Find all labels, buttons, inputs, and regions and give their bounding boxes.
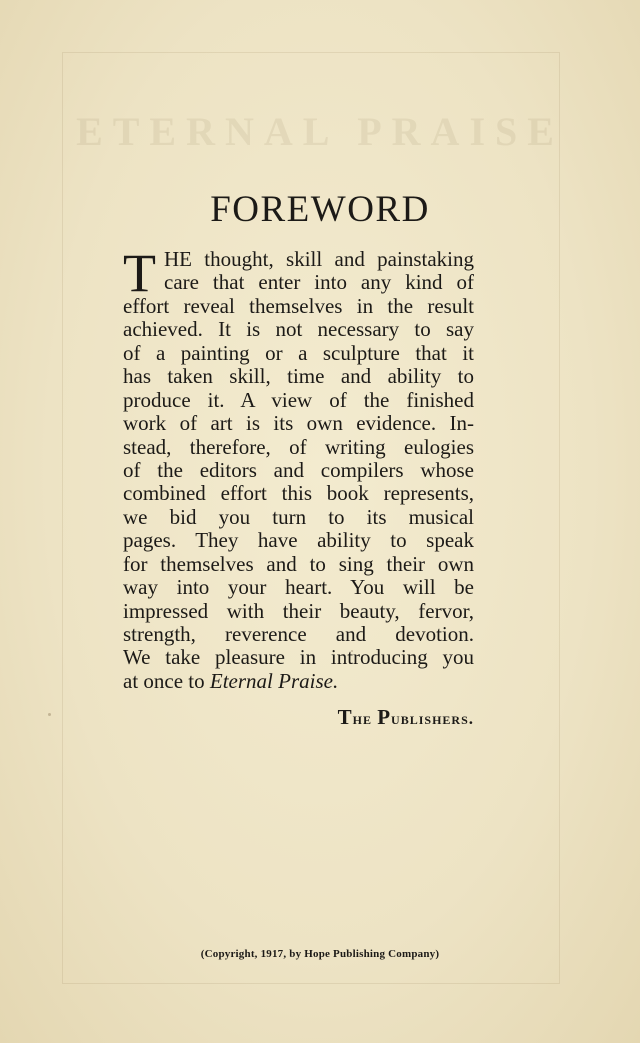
text-line: stead, therefore, of writing eulogies [123, 434, 474, 459]
copyright-notice: (Copyright, 1917, by Hope Publishing Company) [200, 948, 440, 960]
text-line: way into your heart. You will be [123, 575, 474, 600]
signature-cap-p: P [377, 705, 392, 729]
text-line: care that enter into any kind of [164, 270, 474, 295]
signature-cap-t: T [337, 705, 353, 729]
text-line-last [123, 670, 474, 693]
text-line: We take pleasure in introducing you [123, 645, 474, 670]
text-line: combined effort this book represents, [123, 481, 474, 506]
text-line: we bid you turn to its musical [123, 504, 474, 529]
text-line-prefix: at once to [123, 668, 210, 693]
paper-speck [48, 713, 51, 716]
text-line: strength, reverence and devotion. [123, 622, 474, 646]
text-line: of a painting or a sculpture that it [123, 340, 474, 365]
text-line: work of art is its own evidence. In- [123, 411, 474, 436]
bleed-through-title: ETERNAL PRAISE [76, 109, 564, 154]
signature-publishers: ublishers. [391, 709, 474, 728]
drop-cap: T [123, 243, 156, 303]
text-line: effort reveal themselves in the result [123, 293, 474, 318]
text-line: has taken skill, time and ability to [123, 364, 474, 389]
text-line: impressed with their beauty, fervor, [123, 598, 474, 623]
text-line: pages. They have ability to speak [123, 528, 474, 553]
publisher-signature [338, 705, 474, 730]
text-line: for themselves and to sing their own [123, 551, 474, 576]
page-title: FOREWORD [210, 189, 430, 230]
text-line: of the editors and compilers whose [123, 457, 474, 482]
text-line: achieved. It is not necessary to say [123, 317, 474, 342]
text-line: HE thought, skill and painstaking [164, 247, 474, 271]
paper-speck [351, 650, 353, 652]
text-line: produce it. A view of the finished [123, 387, 474, 412]
book-title-italic: Eternal Praise. [209, 668, 339, 693]
signature-the: he [352, 709, 378, 728]
foreword-text [123, 243, 474, 693]
